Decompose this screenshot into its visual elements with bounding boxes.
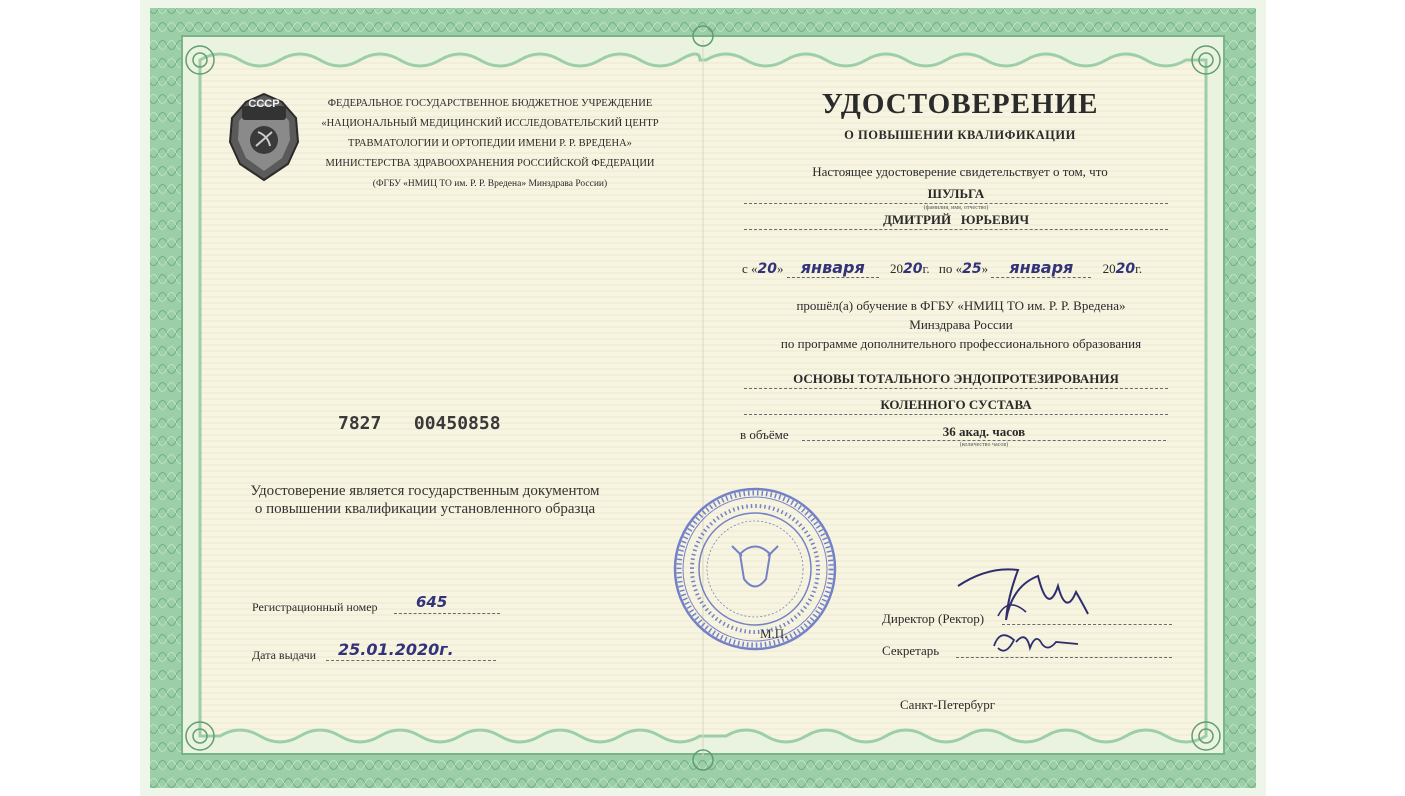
- to-day: 25: [962, 261, 982, 277]
- from-prefix: с «: [742, 261, 758, 276]
- emblem-label: СССР: [248, 98, 280, 110]
- director-label: Директор (Ректор): [882, 611, 985, 626]
- org-line-4: МИНИСТЕРСТВА ЗДРАВООХРАНЕНИЯ РОССИЙСКОЙ ФЕДЕРАЦИИ: [325, 158, 655, 169]
- to-month: января: [991, 258, 1091, 278]
- secretary-signature: [986, 622, 1086, 662]
- program-title-line-2: КОЛЕННОГО СУСТАВА: [880, 397, 1032, 412]
- city: Санкт-Петербург: [900, 697, 996, 712]
- state-doc-line-1: Удостоверение является государственным документом: [250, 483, 600, 499]
- from-year-prefix: 20: [890, 261, 904, 276]
- certifies-text: Настоящее удостоверение свидетельствует о том, что: [812, 164, 1108, 179]
- to-year-suffix: г.: [1135, 261, 1143, 276]
- volume-hint: (количество часов): [959, 442, 1009, 448]
- issue-date-label: Дата выдачи: [252, 648, 317, 662]
- name-hint: (фамилия, имя, отчество): [923, 205, 989, 211]
- volume-value: 36 акад. часов: [942, 424, 1026, 439]
- serial-number: 7827 00450858: [338, 413, 501, 434]
- official-stamp: [670, 484, 840, 654]
- training-period: с «20» января 2020г. по «25» января 2020г.: [742, 258, 1143, 277]
- from-month: января: [787, 258, 879, 278]
- given-names-line: [744, 229, 1168, 230]
- to-year-prefix: 20: [1102, 261, 1116, 276]
- certificate-title: УДОСТОВЕРЕНИЕ: [821, 88, 1099, 120]
- seal-placeholder: М.П.: [760, 626, 788, 641]
- organization-header: [290, 94, 690, 194]
- from-day: 20: [757, 261, 778, 277]
- org-line-2: «НАЦИОНАЛЬНЫЙ МЕДИЦИНСКИЙ ИССЛЕДОВАТЕЛЬСКИЙ ЦЕНТР: [321, 118, 659, 129]
- program-line-2-rule: [744, 414, 1168, 415]
- state-doc-line-2: о повышении квалификации установленного образца: [254, 501, 596, 517]
- surname-line: [744, 203, 1168, 204]
- secretary-label: Секретарь: [882, 643, 940, 658]
- program-line-1-rule: [744, 388, 1168, 389]
- given-names: ДМИТРИЙ ЮРЬЕВИЧ: [882, 212, 1030, 227]
- registration-number: 645: [416, 593, 448, 611]
- training-statement: [736, 296, 1186, 353]
- trained-line-3: по программе дополнительного профессионального образования: [780, 336, 1142, 351]
- org-line-5: (ФГБУ «НМИЦ ТО им. Р. Р. Вредена» Минздрава России): [372, 179, 608, 189]
- program-title-line-1: ОСНОВЫ ТОТАЛЬНОГО ЭНДОПРОТЕЗИРОВАНИЯ: [793, 371, 1119, 386]
- certificate: [140, 0, 1266, 796]
- registration-line: [394, 613, 500, 614]
- from-year: 20: [903, 261, 923, 277]
- from-year-suffix: г.: [922, 261, 930, 276]
- issue-date-line: [326, 660, 496, 661]
- org-line-1: ФЕДЕРАЛЬНОЕ ГОСУДАРСТВЕННОЕ БЮДЖЕТНОЕ УЧРЕЖДЕНИЕ: [327, 98, 653, 109]
- to-prefix: по «: [938, 261, 963, 276]
- trained-line-2: Минздрава России: [909, 317, 1013, 332]
- trained-line-1: прошёл(а) обучение в ФГБУ «НМИЦ ТО им. Р. Р. Вредена»: [796, 298, 1126, 313]
- state-document-note: [210, 482, 640, 518]
- issue-date-value: 25.01.2020г.: [338, 640, 454, 659]
- volume-line: [802, 440, 1166, 441]
- registration-label: Регистрационный номер: [252, 600, 378, 614]
- org-line-3: ТРАВМАТОЛОГИИ И ОРТОПЕДИИ ИМЕНИ Р. Р. ВРЕДЕНА»: [348, 138, 632, 149]
- certificate-subtitle: О ПОВЫШЕНИИ КВАЛИФИКАЦИИ: [844, 128, 1076, 142]
- volume-label: в объёме: [740, 427, 789, 442]
- surname: ШУЛЬГА: [927, 186, 985, 201]
- to-year: 20: [1115, 261, 1136, 277]
